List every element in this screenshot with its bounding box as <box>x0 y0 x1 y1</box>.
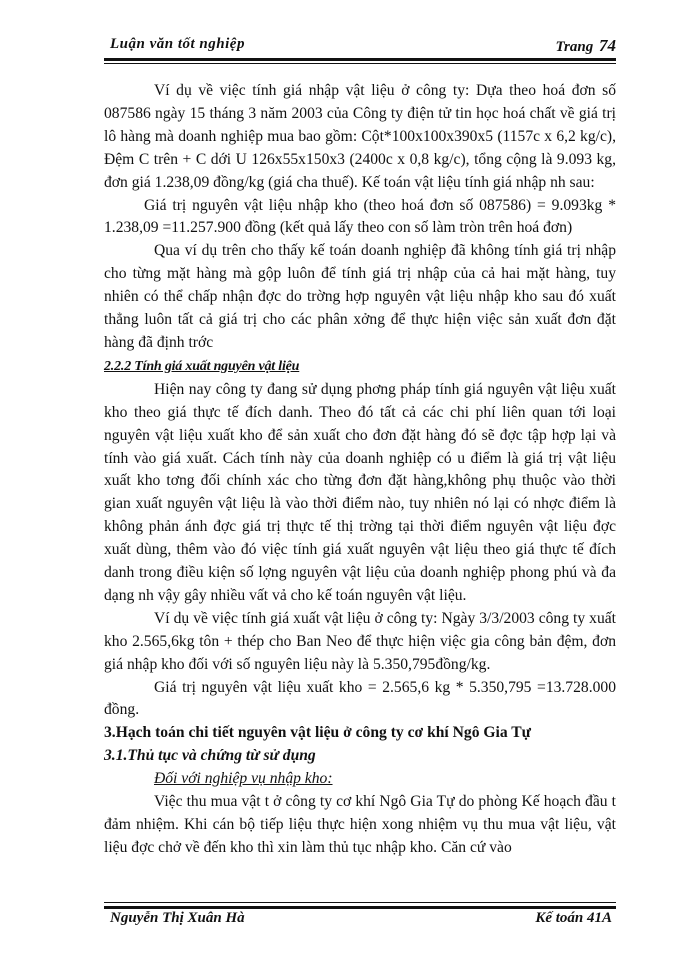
page-footer <box>104 910 616 932</box>
page-indicator <box>555 36 616 56</box>
header-rule-thin <box>104 63 616 64</box>
thesis-title: Luận văn tốt nghiệp <box>110 36 245 52</box>
paragraph-export-example: Ví dụ về việc tính giá xuất vật liệu ở công ty: Ngày 3/3/2003 công ty xuất kho 2.565,6kg tôn + thép cho Ban Neo để thực hiện việc gia công bản đệm, đơn giá nhập kho đối với số nguyên liệu này là 5.350,795đồng/kg. <box>104 609 616 673</box>
subsection-title: 2.2.2 Tính giá xuất nguyên vật liệu <box>104 358 300 374</box>
footer-rule-thin <box>104 902 616 903</box>
paragraph-export-value: Giá trị nguyên vật liệu xuất kho = 2.565,6 kg * 5.350,795 =13.728.000 đồng. <box>104 678 616 719</box>
topic-heading: Đối với nghiệp vụ nhập kho: <box>154 770 333 788</box>
section-subheading: 3.1.Thủ tục và chứng từ sử dụng <box>104 747 316 765</box>
page-header <box>104 34 616 56</box>
page-label: Trang <box>555 39 594 55</box>
author-name: Nguyễn Thị Xuân Hà <box>110 910 245 926</box>
class-name: Kế toán 41A <box>535 910 612 926</box>
section-heading: 3.Hạch toán chi tiết nguyên vật liệu ở công ty cơ khí Ngô Gia Tự <box>104 724 532 742</box>
paragraph-purchasing: Việc thu mua vật t ở công ty cơ khí Ngô Gia Tự do phòng Kế hoạch đầu t đảm nhiệm. Khi cán bộ tiếp liệu thực hiện xong nhiệm vụ thu mua vật liệu, vật liệu đợc chở về đến kho thì xin làm thủ tục nhập kho. Căn cứ vào <box>104 793 616 856</box>
paragraph-export-method: Hiện nay công ty đang sử dụng phơng pháp tính giá nguyên vật liệu xuất kho theo giá thực tế đích danh. Theo đó tất cả các chi phí liên quan tới loại nguyên vật liệu xuất kho để sản xuất cho đơn đặt hàng đó sẽ đợc tập hợp lại và tính vào giá xuất. Cách tính này của doanh nghiệp có u điểm là giá trị vật liệu xuất kho tơng đối chính xác cho từng đơn đặt hàng,không phụ thuộc vào thời gian xuất nguyên vật liệu là vào thời điểm nào, tuy nhiên nó lại có nhợc điểm là không phản ánh đợc giá trị thực tế thị trờng tại thời điểm nguyên vật liệu đợc xuất dùng, thêm vào đó việc tính giá xuất nguyên vật liệu theo giá thực tế đích danh trong điều kiện số lợng nguyên vật liệu của doanh nghiệp phong phú và đa dạng nh vậy gây nhiều vất vả cho kế toán nguyên vật liệu. <box>104 380 616 604</box>
document-body <box>104 80 616 860</box>
subsection-heading <box>104 355 616 379</box>
paragraph-import-value: Giá trị nguyên vật liệu nhập kho (theo hoá đơn số 087586) = 9.093kg * 1.238,09 =11.257.900 đồng (kết quả lấy theo con số làm tròn trên hoá đơn) <box>104 196 616 237</box>
paragraph-import-comment: Qua ví dụ trên cho thấy kế toán doanh nghiệp đã không tính giá trị nhập cho từng mặt hàng mà gộp luôn để tính giá trị nhập của cả hai mặt hàng, tuy nhiên có thể chấp nhận đợc do trờng hợp nguyên vật liệu nhập kho sau đó xuất thẳng luôn tất cả giá trị cho các phân xởng để thực hiện việc sản xuất đơn đặt hàng đã định trớc <box>104 242 616 351</box>
page-number: 74 <box>599 36 616 55</box>
footer-rule-thick <box>104 906 616 909</box>
header-rule-thick <box>104 58 616 61</box>
paragraph-import-example: Ví dụ về việc tính giá nhập vật liệu ở công ty: Dựa theo hoá đơn số 087586 ngày 15 tháng 3 năm 2003 của Công ty điện tử tin học hoá chất về giá trị lô hàng mà doanh nghiệp mua bao gồm: Cột*100x100x390x5 (1157c x 6,2 kg/c), Đệm C trên + C dới U 126x55x150x3 (2400c x 0,8 kg/c), tổng cộng là 9.093 kg, đơn giá 1.238,09 đồng/kg (giá cha thuế). Kế toán vật liệu tính giá nhập nh sau: <box>104 82 616 191</box>
